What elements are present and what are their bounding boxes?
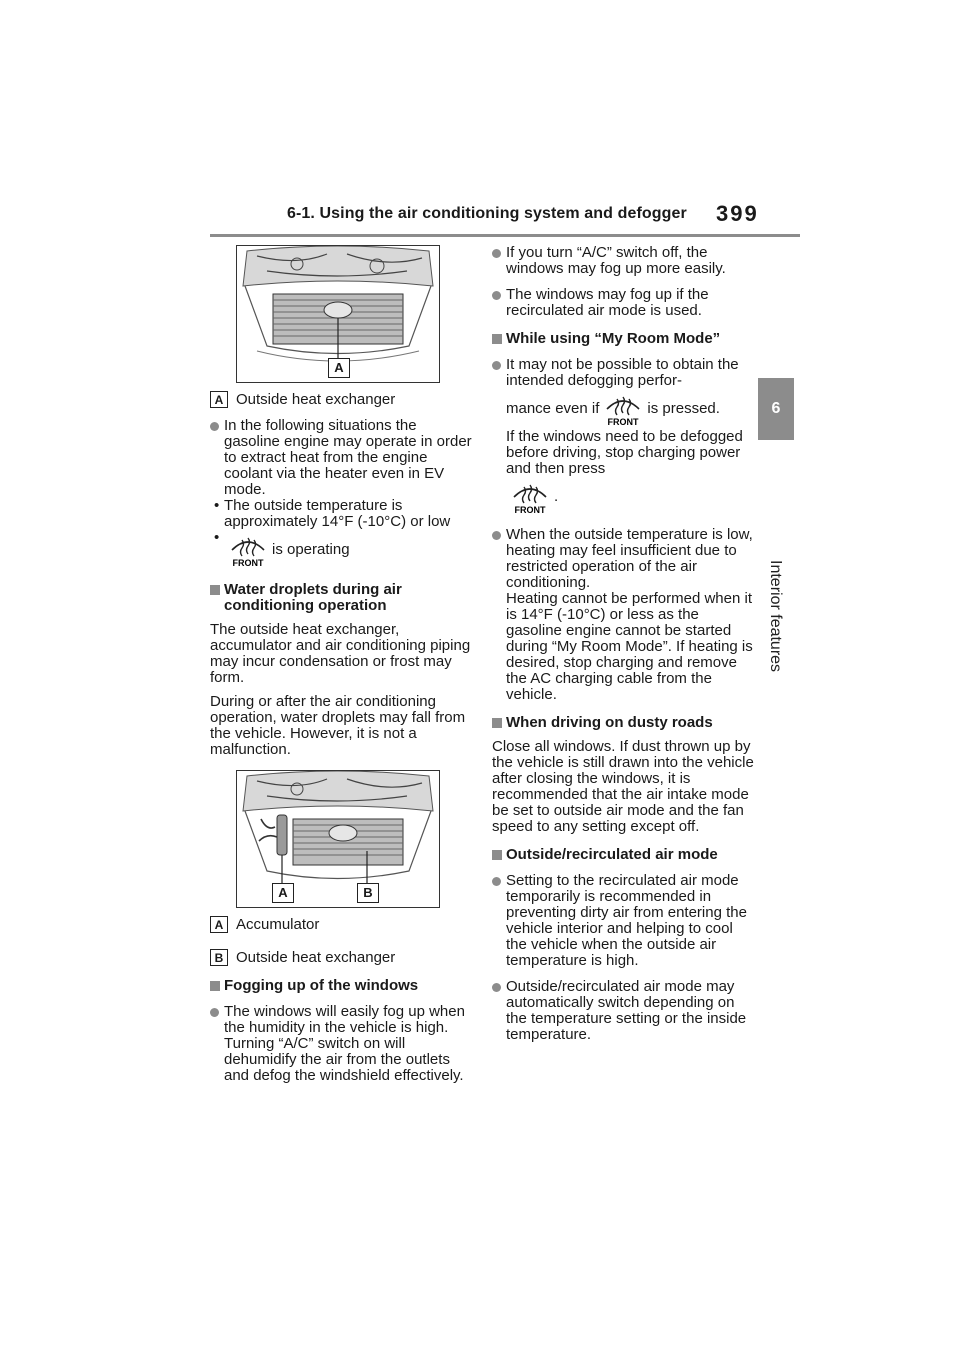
bullet-recirculated-temporary: Setting to the recirculated air mode temporarily is recommended in preventing dirty air from entering the vehicle interior and helping to cool the vehicle when the outside air temperature is high. xyxy=(492,873,757,969)
bullet-auto-switch: Outside/recirculated air mode may automatically switch depending on the temperature setting or the inside temperature. xyxy=(492,979,757,1043)
bullet-text: When the outside temperature is low, heating may feel insufficient due to restricted operation of the air conditioning. xyxy=(506,526,753,591)
bullet-icon-line xyxy=(506,389,757,429)
legend-text: Outside heat exchanger xyxy=(236,948,396,966)
paragraph-condensation: The outside heat exchanger, accumulator and air conditioning piping may incur condensation or frost may form. xyxy=(210,621,471,686)
section-heading-dusty-roads: When driving on dusty roads xyxy=(492,715,757,731)
section-heading-water-droplets: Water droplets during air conditioning operation xyxy=(210,582,475,614)
legend-item xyxy=(210,949,475,966)
bullet-humidity: The windows will easily fog up when the humidity in the vehicle is high. Turning “A/C” switch on will dehumidify the air from the outlets and defog the windshield effectively. xyxy=(210,1004,475,1084)
paragraph-water-droplets: During or after the air conditioning operation, water droplets may fall from the vehicle. However, it is not a malfunction. xyxy=(210,693,466,758)
svg-text:FRONT: FRONT xyxy=(607,417,639,427)
page-number: 399 xyxy=(716,201,759,226)
bullet-recirculated: The windows may fog up if the recirculated air mode is used. xyxy=(492,287,757,319)
figure-outside-heat-exchanger xyxy=(236,245,440,383)
legend-badge: A xyxy=(210,391,228,408)
bullet-text-before-icon: mance even if xyxy=(506,400,600,417)
svg-text:FRONT: • FRONT xyxy=(232,558,264,568)
legend-item xyxy=(210,916,475,933)
dash-front-defogger-operating xyxy=(210,530,475,570)
legend-text: Outside heat exchanger xyxy=(236,390,396,408)
right-column xyxy=(492,245,757,1043)
engine-bay-illustration-2 xyxy=(237,771,439,907)
dash-outside-temperature: • The outside temperature is approximately 14°F (-10°C) or low xyxy=(210,498,475,530)
figure-accumulator xyxy=(236,770,440,908)
legend-text: Accumulator xyxy=(236,915,320,933)
front-defogger-icon xyxy=(228,532,268,568)
bullet-text-line: If the windows need to be defogged before driving, stop charging power and then press xyxy=(506,428,743,477)
page-header-title: 6-1. Using the air conditioning system and defogger xyxy=(287,205,687,222)
chapter-number: 6 xyxy=(771,400,781,417)
legend-item xyxy=(210,391,475,408)
figure-tag-b: B xyxy=(357,883,379,903)
legend-badge: A xyxy=(210,916,228,933)
bullet-text-after-icon: is pressed. xyxy=(647,400,720,417)
bullet-my-room-mode xyxy=(492,357,757,517)
section-heading-air-mode: Outside/recirculated air mode xyxy=(492,847,757,863)
paragraph-dusty-roads: Close all windows. If dust thrown up by the vehicle is still drawn into the vehicle after closing the windows, it is recommended that the air intake mode be set to outside air mode and the fan speed to any setting except off. xyxy=(492,738,754,835)
left-column xyxy=(210,245,475,1084)
bullet-ev-mode: In the following situations the gasoline engine may operate in order to extract heat from the engine coolant via the heater even in EV mode. xyxy=(210,418,475,498)
chapter-tab xyxy=(758,378,794,440)
header-rule xyxy=(210,234,800,237)
bullet-text-line: It may not be possible to obtain the intended defogging perfor- xyxy=(506,356,739,389)
chapter-side-label: Interior features xyxy=(767,560,784,673)
section-heading-my-room-mode: While using “My Room Mode” xyxy=(492,331,757,347)
bullet-low-temperature xyxy=(492,527,757,703)
bullet-text: Heating cannot be performed when it is 14°F (-10°C) or less as the gasoline engine cannot be started during “My Room Mode”. If heating is desired, stop charging and remove the AC charging cable from the vehicle. xyxy=(506,590,753,703)
bullet-text-after-icon: . xyxy=(554,488,559,505)
legend-badge: B xyxy=(210,949,228,966)
front-defogger-icon xyxy=(510,479,550,515)
bullet-ac-off: If you turn “A/C” switch off, the windows may fog up more easily. xyxy=(492,245,757,277)
figure-tag-a: A xyxy=(272,883,294,903)
figure-tag-a: A xyxy=(328,358,350,378)
front-defogger-icon xyxy=(603,391,643,427)
dash-after-icon-text: is operating xyxy=(272,541,350,558)
section-heading-fogging: Fogging up of the windows xyxy=(210,978,475,994)
bullet-icon-line xyxy=(506,477,757,517)
svg-text:FRONT: FRONT xyxy=(514,505,546,515)
